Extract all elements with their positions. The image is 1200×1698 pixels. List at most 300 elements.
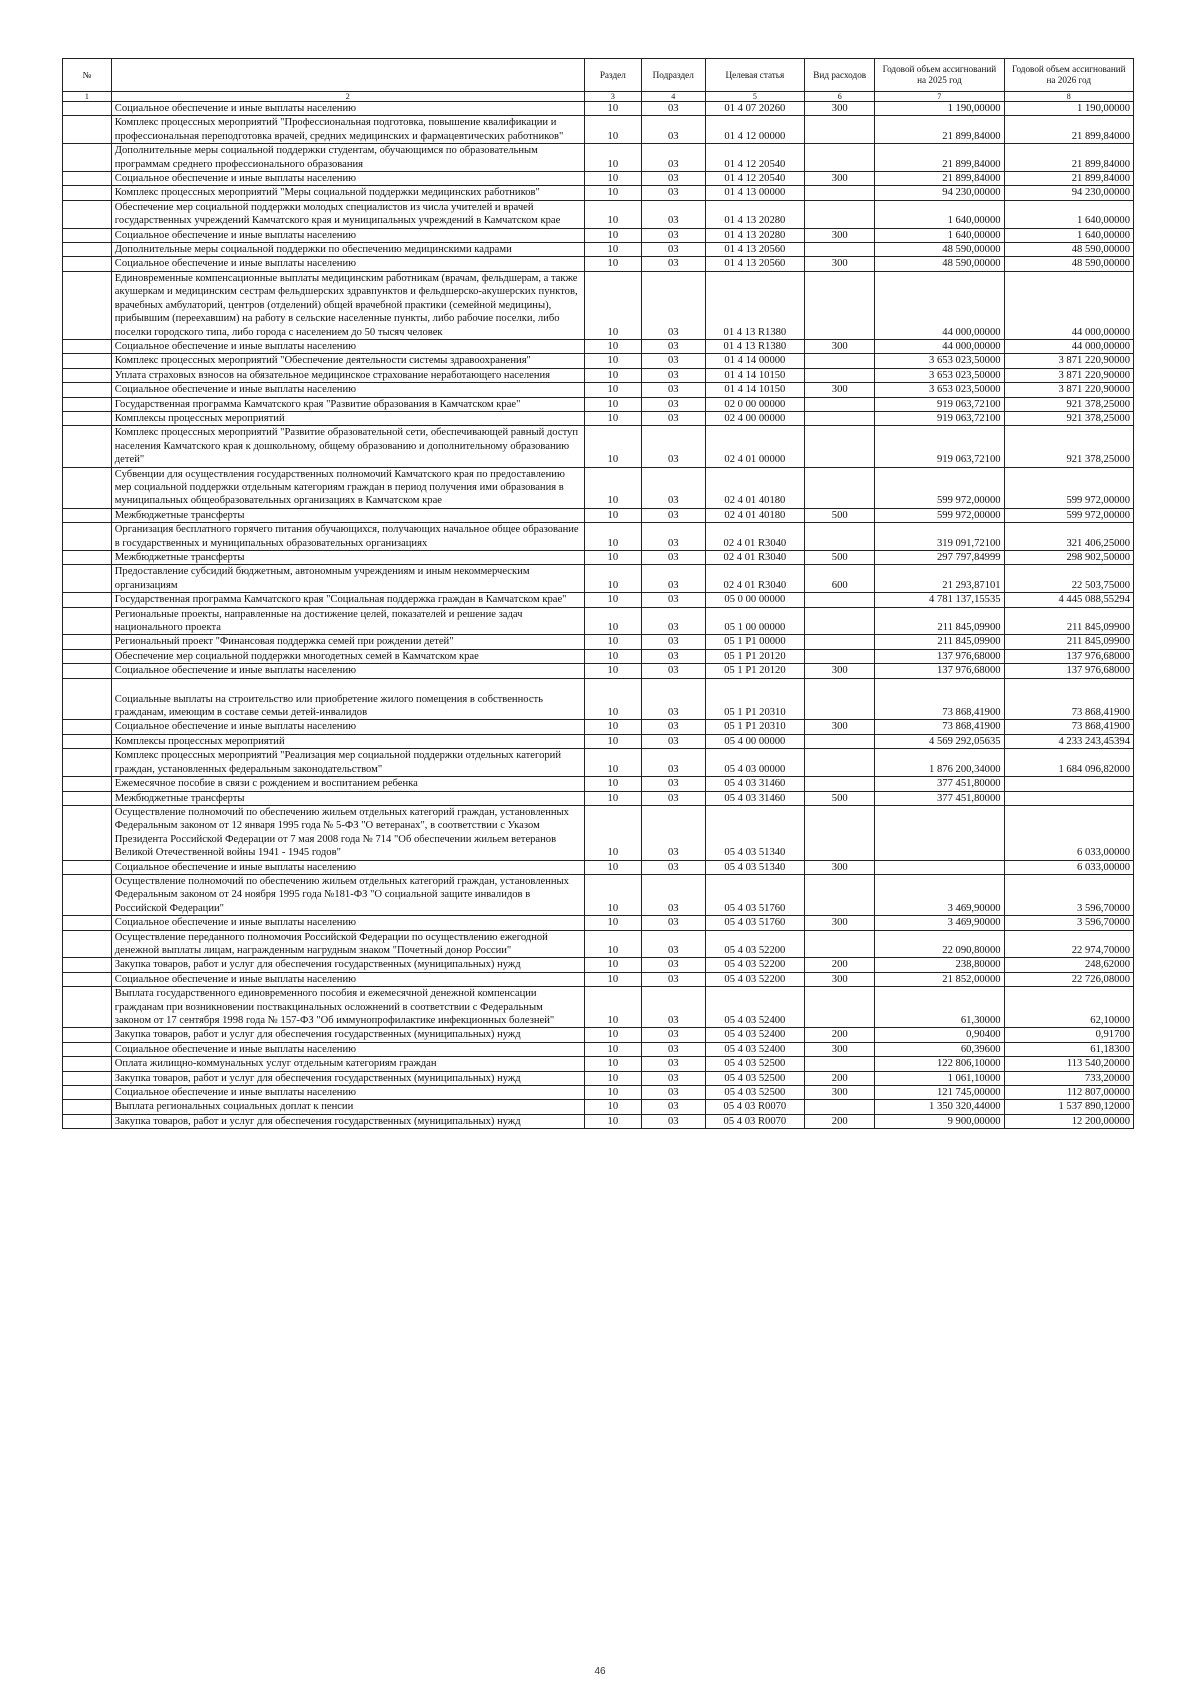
cell-target: 05 1 P1 00000: [705, 635, 805, 649]
cell-target: 01 4 14 10150: [705, 383, 805, 397]
cell-no: [63, 678, 112, 720]
cell-target: 05 4 03 R0070: [705, 1100, 805, 1114]
cell-2026: 48 590,00000: [1004, 243, 1133, 257]
cell-target: 02 4 01 R3040: [705, 565, 805, 593]
cell-2026: 211 845,09900: [1004, 607, 1133, 635]
cell-podrazdel: 03: [641, 649, 705, 663]
cell-razdel: 10: [584, 368, 641, 382]
cell-vid: [805, 987, 875, 1028]
cell-no: [63, 749, 112, 777]
cell-no: [63, 467, 112, 508]
col-header-2026: Годовой объем ассигнований на 2026 год: [1004, 59, 1133, 92]
cell-target: 01 4 13 R1380: [705, 339, 805, 353]
cell-podrazdel: 03: [641, 720, 705, 734]
cell-2025: 122 806,10000: [875, 1057, 1004, 1071]
cell-2026: 21 899,84000: [1004, 172, 1133, 186]
cell-razdel: 10: [584, 635, 641, 649]
cell-razdel: 10: [584, 1071, 641, 1085]
cell-target: 01 4 13 20560: [705, 243, 805, 257]
cell-2026: 73 868,41900: [1004, 720, 1133, 734]
cell-no: [63, 958, 112, 972]
cell-razdel: 10: [584, 339, 641, 353]
cell-vid: [805, 734, 875, 748]
cell-razdel: 10: [584, 664, 641, 678]
cell-2025: 919 063,72100: [875, 397, 1004, 411]
cell-podrazdel: 03: [641, 339, 705, 353]
cell-2026: 3 871 220,90000: [1004, 368, 1133, 382]
cell-name: Единовременные компенсационные выплаты медицинским работникам (врачам, фельдшерам, а также акушеркам и медицинским сестрам фельдшерских здравпунктов и фельдшерско-акушерских пунктов, врачебных амбулаторий, центров (отделений) общей врачебной практики (семейной медицины), прибывшим (переехавшим) на работу в сельские населенные пункты, либо рабочие поселки, либо поселки городского типа, либо города с населением до 50 тысяч человек: [111, 271, 584, 339]
cell-2026: [1004, 791, 1133, 805]
table-body: [63, 102, 1134, 1129]
budget-table: [62, 58, 1134, 1129]
cell-name: Социальное обеспечение и иные выплаты населению: [111, 972, 584, 986]
table-row: [63, 339, 1134, 353]
cell-2026: 61,18300: [1004, 1042, 1133, 1056]
cell-2025: 3 653 023,50000: [875, 368, 1004, 382]
cell-target: 05 4 03 51340: [705, 860, 805, 874]
cell-2026: 3 596,70000: [1004, 874, 1133, 915]
cell-podrazdel: 03: [641, 593, 705, 607]
cell-vid: [805, 116, 875, 144]
cell-podrazdel: 03: [641, 354, 705, 368]
cell-2025: 73 868,41900: [875, 720, 1004, 734]
cell-2025: 238,80000: [875, 958, 1004, 972]
cell-podrazdel: 03: [641, 958, 705, 972]
table-row: [63, 720, 1134, 734]
cell-razdel: 10: [584, 749, 641, 777]
column-number: 1: [63, 92, 112, 102]
cell-2025: 44 000,00000: [875, 339, 1004, 353]
cell-2026: 1 537 890,12000: [1004, 1100, 1133, 1114]
table-row: [63, 172, 1134, 186]
cell-no: [63, 523, 112, 551]
cell-no: [63, 565, 112, 593]
cell-target: 01 4 12 20540: [705, 144, 805, 172]
cell-no: [63, 411, 112, 425]
cell-target: 01 4 14 00000: [705, 354, 805, 368]
cell-no: [63, 860, 112, 874]
cell-no: [63, 1071, 112, 1085]
cell-podrazdel: 03: [641, 1028, 705, 1042]
cell-podrazdel: 03: [641, 1114, 705, 1128]
cell-name: Предоставление субсидий бюджетным, автономным учреждениям и иным некоммерческим организациям: [111, 565, 584, 593]
cell-vid: 600: [805, 565, 875, 593]
cell-2025: 60,39600: [875, 1042, 1004, 1056]
cell-target: 05 0 00 00000: [705, 593, 805, 607]
cell-target: 01 4 07 20260: [705, 102, 805, 116]
cell-name: Ежемесячное пособие в связи с рождением и воспитанием ребенка: [111, 777, 584, 791]
cell-name: Организация бесплатного горячего питания обучающихся, получающих начальное общее образование в государственных и муниципальных образовательных организациях: [111, 523, 584, 551]
cell-name: Социальное обеспечение и иные выплаты населению: [111, 664, 584, 678]
cell-podrazdel: 03: [641, 565, 705, 593]
cell-no: [63, 1057, 112, 1071]
cell-name: Уплата страховых взносов на обязательное медицинское страхование неработающего населения: [111, 368, 584, 382]
cell-razdel: 10: [584, 508, 641, 522]
cell-2026: 921 378,25000: [1004, 426, 1133, 467]
cell-target: 05 1 P1 20120: [705, 664, 805, 678]
cell-vid: [805, 749, 875, 777]
cell-vid: [805, 777, 875, 791]
cell-no: [63, 1028, 112, 1042]
cell-podrazdel: 03: [641, 635, 705, 649]
cell-podrazdel: 03: [641, 1086, 705, 1100]
cell-vid: [805, 635, 875, 649]
cell-no: [63, 805, 112, 860]
cell-razdel: 10: [584, 958, 641, 972]
cell-podrazdel: 03: [641, 1042, 705, 1056]
cell-2025: 211 845,09900: [875, 607, 1004, 635]
table-row: [63, 411, 1134, 425]
cell-podrazdel: 03: [641, 678, 705, 720]
cell-razdel: 10: [584, 144, 641, 172]
cell-2026: 22 974,70000: [1004, 930, 1133, 958]
cell-podrazdel: 03: [641, 172, 705, 186]
cell-target: 05 4 03 52200: [705, 930, 805, 958]
cell-2025: 137 976,68000: [875, 664, 1004, 678]
cell-vid: 300: [805, 720, 875, 734]
cell-name: Межбюджетные трансферты: [111, 791, 584, 805]
cell-no: [63, 1086, 112, 1100]
cell-no: [63, 426, 112, 467]
cell-2025: 21 852,00000: [875, 972, 1004, 986]
cell-name: Региональный проект "Финансовая поддержка семей при рождении детей": [111, 635, 584, 649]
cell-vid: 300: [805, 102, 875, 116]
cell-razdel: 10: [584, 200, 641, 228]
cell-2025: 22 090,80000: [875, 930, 1004, 958]
cell-2026: 112 807,00000: [1004, 1086, 1133, 1100]
cell-name: Дополнительные меры социальной поддержки по обеспечению медицинскими кадрами: [111, 243, 584, 257]
cell-2025: 599 972,00000: [875, 508, 1004, 522]
cell-target: 05 4 03 52200: [705, 972, 805, 986]
col-header-name: [111, 59, 584, 92]
cell-2025: 9 900,00000: [875, 1114, 1004, 1128]
cell-target: 02 4 01 R3040: [705, 551, 805, 565]
cell-name: Социальные выплаты на строительство или приобретение жилого помещения в собственность гражданам, имеющим в составе семьи детей-инвалидов: [111, 678, 584, 720]
cell-no: [63, 607, 112, 635]
cell-2026: 248,62000: [1004, 958, 1133, 972]
table-row: [63, 593, 1134, 607]
cell-2026: 921 378,25000: [1004, 397, 1133, 411]
cell-2026: 113 540,20000: [1004, 1057, 1133, 1071]
cell-target: 01 4 12 00000: [705, 116, 805, 144]
cell-razdel: 10: [584, 1100, 641, 1114]
table-row: [63, 649, 1134, 663]
cell-2026: 21 899,84000: [1004, 144, 1133, 172]
cell-podrazdel: 03: [641, 144, 705, 172]
cell-razdel: 10: [584, 172, 641, 186]
cell-vid: [805, 649, 875, 663]
cell-podrazdel: 03: [641, 987, 705, 1028]
cell-vid: [805, 411, 875, 425]
cell-no: [63, 339, 112, 353]
cell-vid: [805, 186, 875, 200]
cell-2025: 377 451,80000: [875, 791, 1004, 805]
cell-2026: 321 406,25000: [1004, 523, 1133, 551]
cell-no: [63, 916, 112, 930]
cell-2026: 94 230,00000: [1004, 186, 1133, 200]
cell-podrazdel: 03: [641, 243, 705, 257]
cell-podrazdel: 03: [641, 257, 705, 271]
cell-2025: 3 469,90000: [875, 916, 1004, 930]
table-row: [63, 930, 1134, 958]
cell-2025: 61,30000: [875, 987, 1004, 1028]
cell-target: 02 0 00 00000: [705, 397, 805, 411]
cell-no: [63, 102, 112, 116]
cell-vid: 500: [805, 791, 875, 805]
table-row: [63, 257, 1134, 271]
cell-name: Оплата жилищно-коммунальных услуг отдельным категориям граждан: [111, 1057, 584, 1071]
cell-podrazdel: 03: [641, 664, 705, 678]
cell-razdel: 10: [584, 397, 641, 411]
cell-vid: [805, 467, 875, 508]
cell-name: Комплексы процессных мероприятий: [111, 734, 584, 748]
cell-razdel: 10: [584, 930, 641, 958]
cell-vid: 500: [805, 508, 875, 522]
cell-2025: 1 640,00000: [875, 228, 1004, 242]
cell-name: Субвенции для осуществления государственных полномочий Камчатского края по предоставлению мер социальной поддержки отдельным категориям граждан в период получения ими образования в муниципальных общеобразовательных организациях в Камчатском крае: [111, 467, 584, 508]
table-row: [63, 228, 1134, 242]
table-row: [63, 102, 1134, 116]
cell-vid: [805, 593, 875, 607]
cell-vid: [805, 1057, 875, 1071]
cell-podrazdel: 03: [641, 508, 705, 522]
cell-name: Комплекс процессных мероприятий "Меры социальной поддержки медицинских работников": [111, 186, 584, 200]
table-row: [63, 551, 1134, 565]
cell-podrazdel: 03: [641, 368, 705, 382]
cell-2026: 599 972,00000: [1004, 508, 1133, 522]
cell-no: [63, 1100, 112, 1114]
cell-podrazdel: 03: [641, 186, 705, 200]
cell-2025: 94 230,00000: [875, 186, 1004, 200]
cell-vid: [805, 607, 875, 635]
table-row: [63, 271, 1134, 339]
cell-name: Социальное обеспечение и иные выплаты населению: [111, 257, 584, 271]
column-number: 3: [584, 92, 641, 102]
cell-2025: 919 063,72100: [875, 411, 1004, 425]
cell-2025: 48 590,00000: [875, 243, 1004, 257]
cell-podrazdel: 03: [641, 397, 705, 411]
cell-no: [63, 1042, 112, 1056]
cell-name: Закупка товаров, работ и услуг для обеспечения государственных (муниципальных) нужд: [111, 1114, 584, 1128]
cell-name: Обеспечение мер социальной поддержки многодетных семей в Камчатском крае: [111, 649, 584, 663]
cell-podrazdel: 03: [641, 102, 705, 116]
col-header-2025: Годовой объем ассигнований на 2025 год: [875, 59, 1004, 92]
cell-razdel: 10: [584, 987, 641, 1028]
cell-target: 05 4 03 51760: [705, 874, 805, 915]
table-row: [63, 565, 1134, 593]
page-number: 46: [594, 1666, 606, 1677]
cell-2025: 44 000,00000: [875, 271, 1004, 339]
cell-razdel: 10: [584, 426, 641, 467]
table-row: [63, 467, 1134, 508]
cell-name: Комплексы процессных мероприятий: [111, 411, 584, 425]
cell-2025: 919 063,72100: [875, 426, 1004, 467]
cell-vid: 300: [805, 228, 875, 242]
cell-2026: 22 503,75000: [1004, 565, 1133, 593]
cell-name: Закупка товаров, работ и услуг для обеспечения государственных (муниципальных) нужд: [111, 958, 584, 972]
cell-name: Выплата региональных социальных доплат к пенсии: [111, 1100, 584, 1114]
table-row: [63, 874, 1134, 915]
cell-name: Закупка товаров, работ и услуг для обеспечения государственных (муниципальных) нужд: [111, 1071, 584, 1085]
table-row: [63, 1086, 1134, 1100]
cell-name: Осуществление переданного полномочия Российской Федерации по осуществлению ежегодной денежной выплаты лицам, награжденным нагрудным знаком "Почетный донор России": [111, 930, 584, 958]
cell-2025: 297 797,84999: [875, 551, 1004, 565]
budget-table-page: [62, 58, 1134, 1129]
cell-podrazdel: 03: [641, 271, 705, 339]
cell-2026: 1 640,00000: [1004, 228, 1133, 242]
cell-target: 05 4 03 31460: [705, 791, 805, 805]
cell-vid: 300: [805, 172, 875, 186]
cell-name: Социальное обеспечение и иные выплаты населению: [111, 916, 584, 930]
cell-target: 01 4 13 00000: [705, 186, 805, 200]
cell-podrazdel: 03: [641, 551, 705, 565]
cell-razdel: 10: [584, 607, 641, 635]
cell-vid: [805, 354, 875, 368]
cell-razdel: 10: [584, 186, 641, 200]
cell-vid: [805, 243, 875, 257]
cell-name: Государственная программа Камчатского края "Развитие образования в Камчатском крае": [111, 397, 584, 411]
cell-no: [63, 397, 112, 411]
col-header-target: Целевая статья: [705, 59, 805, 92]
cell-razdel: 10: [584, 1057, 641, 1071]
cell-razdel: 10: [584, 551, 641, 565]
cell-podrazdel: 03: [641, 523, 705, 551]
cell-2026: 137 976,68000: [1004, 664, 1133, 678]
cell-razdel: 10: [584, 354, 641, 368]
cell-podrazdel: 03: [641, 1057, 705, 1071]
cell-podrazdel: 03: [641, 467, 705, 508]
cell-target: 05 4 03 52500: [705, 1071, 805, 1085]
cell-2026: 921 378,25000: [1004, 411, 1133, 425]
cell-2025: 319 091,72100: [875, 523, 1004, 551]
table-row: [63, 426, 1134, 467]
cell-vid: [805, 144, 875, 172]
cell-2025: [875, 805, 1004, 860]
cell-2026: 3 596,70000: [1004, 916, 1133, 930]
cell-no: [63, 791, 112, 805]
cell-vid: [805, 805, 875, 860]
table-row: [63, 354, 1134, 368]
col-header-no: №: [63, 59, 112, 92]
cell-2025: 21 899,84000: [875, 144, 1004, 172]
table-row: [63, 508, 1134, 522]
cell-razdel: 10: [584, 257, 641, 271]
cell-2026: 6 033,00000: [1004, 805, 1133, 860]
table-row: [63, 186, 1134, 200]
column-number: 8: [1004, 92, 1133, 102]
cell-no: [63, 172, 112, 186]
column-number: 6: [805, 92, 875, 102]
cell-razdel: 10: [584, 916, 641, 930]
cell-name: Комплекс процессных мероприятий "Реализация мер социальной поддержки отдельных категорий граждан, установленных федеральным законодательством": [111, 749, 584, 777]
table-row: [63, 383, 1134, 397]
cell-target: 05 1 P1 20310: [705, 678, 805, 720]
cell-no: [63, 186, 112, 200]
cell-2025: 0,90400: [875, 1028, 1004, 1042]
table-row: [63, 734, 1134, 748]
cell-2026: 3 871 220,90000: [1004, 354, 1133, 368]
cell-target: 01 4 12 20540: [705, 172, 805, 186]
table-row: [63, 200, 1134, 228]
cell-vid: [805, 523, 875, 551]
cell-2025: [875, 860, 1004, 874]
column-number: 5: [705, 92, 805, 102]
cell-2026: 4 233 243,45394: [1004, 734, 1133, 748]
table-row: [63, 368, 1134, 382]
cell-target: 05 4 03 52500: [705, 1086, 805, 1100]
cell-name: Межбюджетные трансферты: [111, 551, 584, 565]
col-header-vid: Вид расходов: [805, 59, 875, 92]
table-row: [63, 777, 1134, 791]
cell-target: 05 4 03 52400: [705, 1028, 805, 1042]
cell-target: 01 4 14 10150: [705, 368, 805, 382]
table-row: [63, 1042, 1134, 1056]
cell-podrazdel: 03: [641, 972, 705, 986]
cell-razdel: 10: [584, 860, 641, 874]
cell-razdel: 10: [584, 1042, 641, 1056]
cell-name: Социальное обеспечение и иные выплаты населению: [111, 228, 584, 242]
cell-razdel: 10: [584, 720, 641, 734]
cell-name: Социальное обеспечение и иные выплаты населению: [111, 102, 584, 116]
table-row: [63, 607, 1134, 635]
cell-target: 05 4 03 00000: [705, 749, 805, 777]
cell-no: [63, 257, 112, 271]
cell-2025: 4 781 137,15535: [875, 593, 1004, 607]
cell-vid: [805, 271, 875, 339]
cell-2025: 121 745,00000: [875, 1086, 1004, 1100]
cell-no: [63, 593, 112, 607]
cell-target: 01 4 13 20280: [705, 228, 805, 242]
cell-vid: [805, 874, 875, 915]
cell-no: [63, 116, 112, 144]
cell-podrazdel: 03: [641, 1100, 705, 1114]
table-row: [63, 1100, 1134, 1114]
cell-2026: 4 445 088,55294: [1004, 593, 1133, 607]
cell-podrazdel: 03: [641, 874, 705, 915]
cell-target: 05 4 00 00000: [705, 734, 805, 748]
cell-name: Социальное обеспечение и иные выплаты населению: [111, 339, 584, 353]
cell-2026: 44 000,00000: [1004, 339, 1133, 353]
cell-razdel: 10: [584, 874, 641, 915]
table-row: [63, 749, 1134, 777]
cell-podrazdel: 03: [641, 411, 705, 425]
cell-name: Региональные проекты, направленные на достижение целей, показателей и решение задач национального проекта: [111, 607, 584, 635]
cell-name: Социальное обеспечение и иные выплаты населению: [111, 172, 584, 186]
cell-no: [63, 930, 112, 958]
cell-target: 05 4 03 R0070: [705, 1114, 805, 1128]
cell-razdel: 10: [584, 593, 641, 607]
cell-2025: 377 451,80000: [875, 777, 1004, 791]
cell-target: 01 4 13 20280: [705, 200, 805, 228]
cell-2025: 1 190,00000: [875, 102, 1004, 116]
cell-razdel: 10: [584, 678, 641, 720]
cell-2026: 599 972,00000: [1004, 467, 1133, 508]
cell-target: 05 4 03 52400: [705, 987, 805, 1028]
cell-2026: 1 640,00000: [1004, 200, 1133, 228]
cell-2026: 733,20000: [1004, 1071, 1133, 1085]
cell-name: Социальное обеспечение и иные выплаты населению: [111, 1086, 584, 1100]
cell-name: Социальное обеспечение и иные выплаты населению: [111, 720, 584, 734]
table-row: [63, 916, 1134, 930]
col-header-podrazdel: Подраздел: [641, 59, 705, 92]
cell-razdel: 10: [584, 805, 641, 860]
cell-name: Межбюджетные трансферты: [111, 508, 584, 522]
cell-no: [63, 635, 112, 649]
cell-name: Комплекс процессных мероприятий "Профессиональная подготовка, повышение квалификации и профессиональная переподготовка врачей, средних медицинских и фармацевтических работников": [111, 116, 584, 144]
cell-2025: 3 469,90000: [875, 874, 1004, 915]
cell-no: [63, 144, 112, 172]
cell-vid: [805, 397, 875, 411]
